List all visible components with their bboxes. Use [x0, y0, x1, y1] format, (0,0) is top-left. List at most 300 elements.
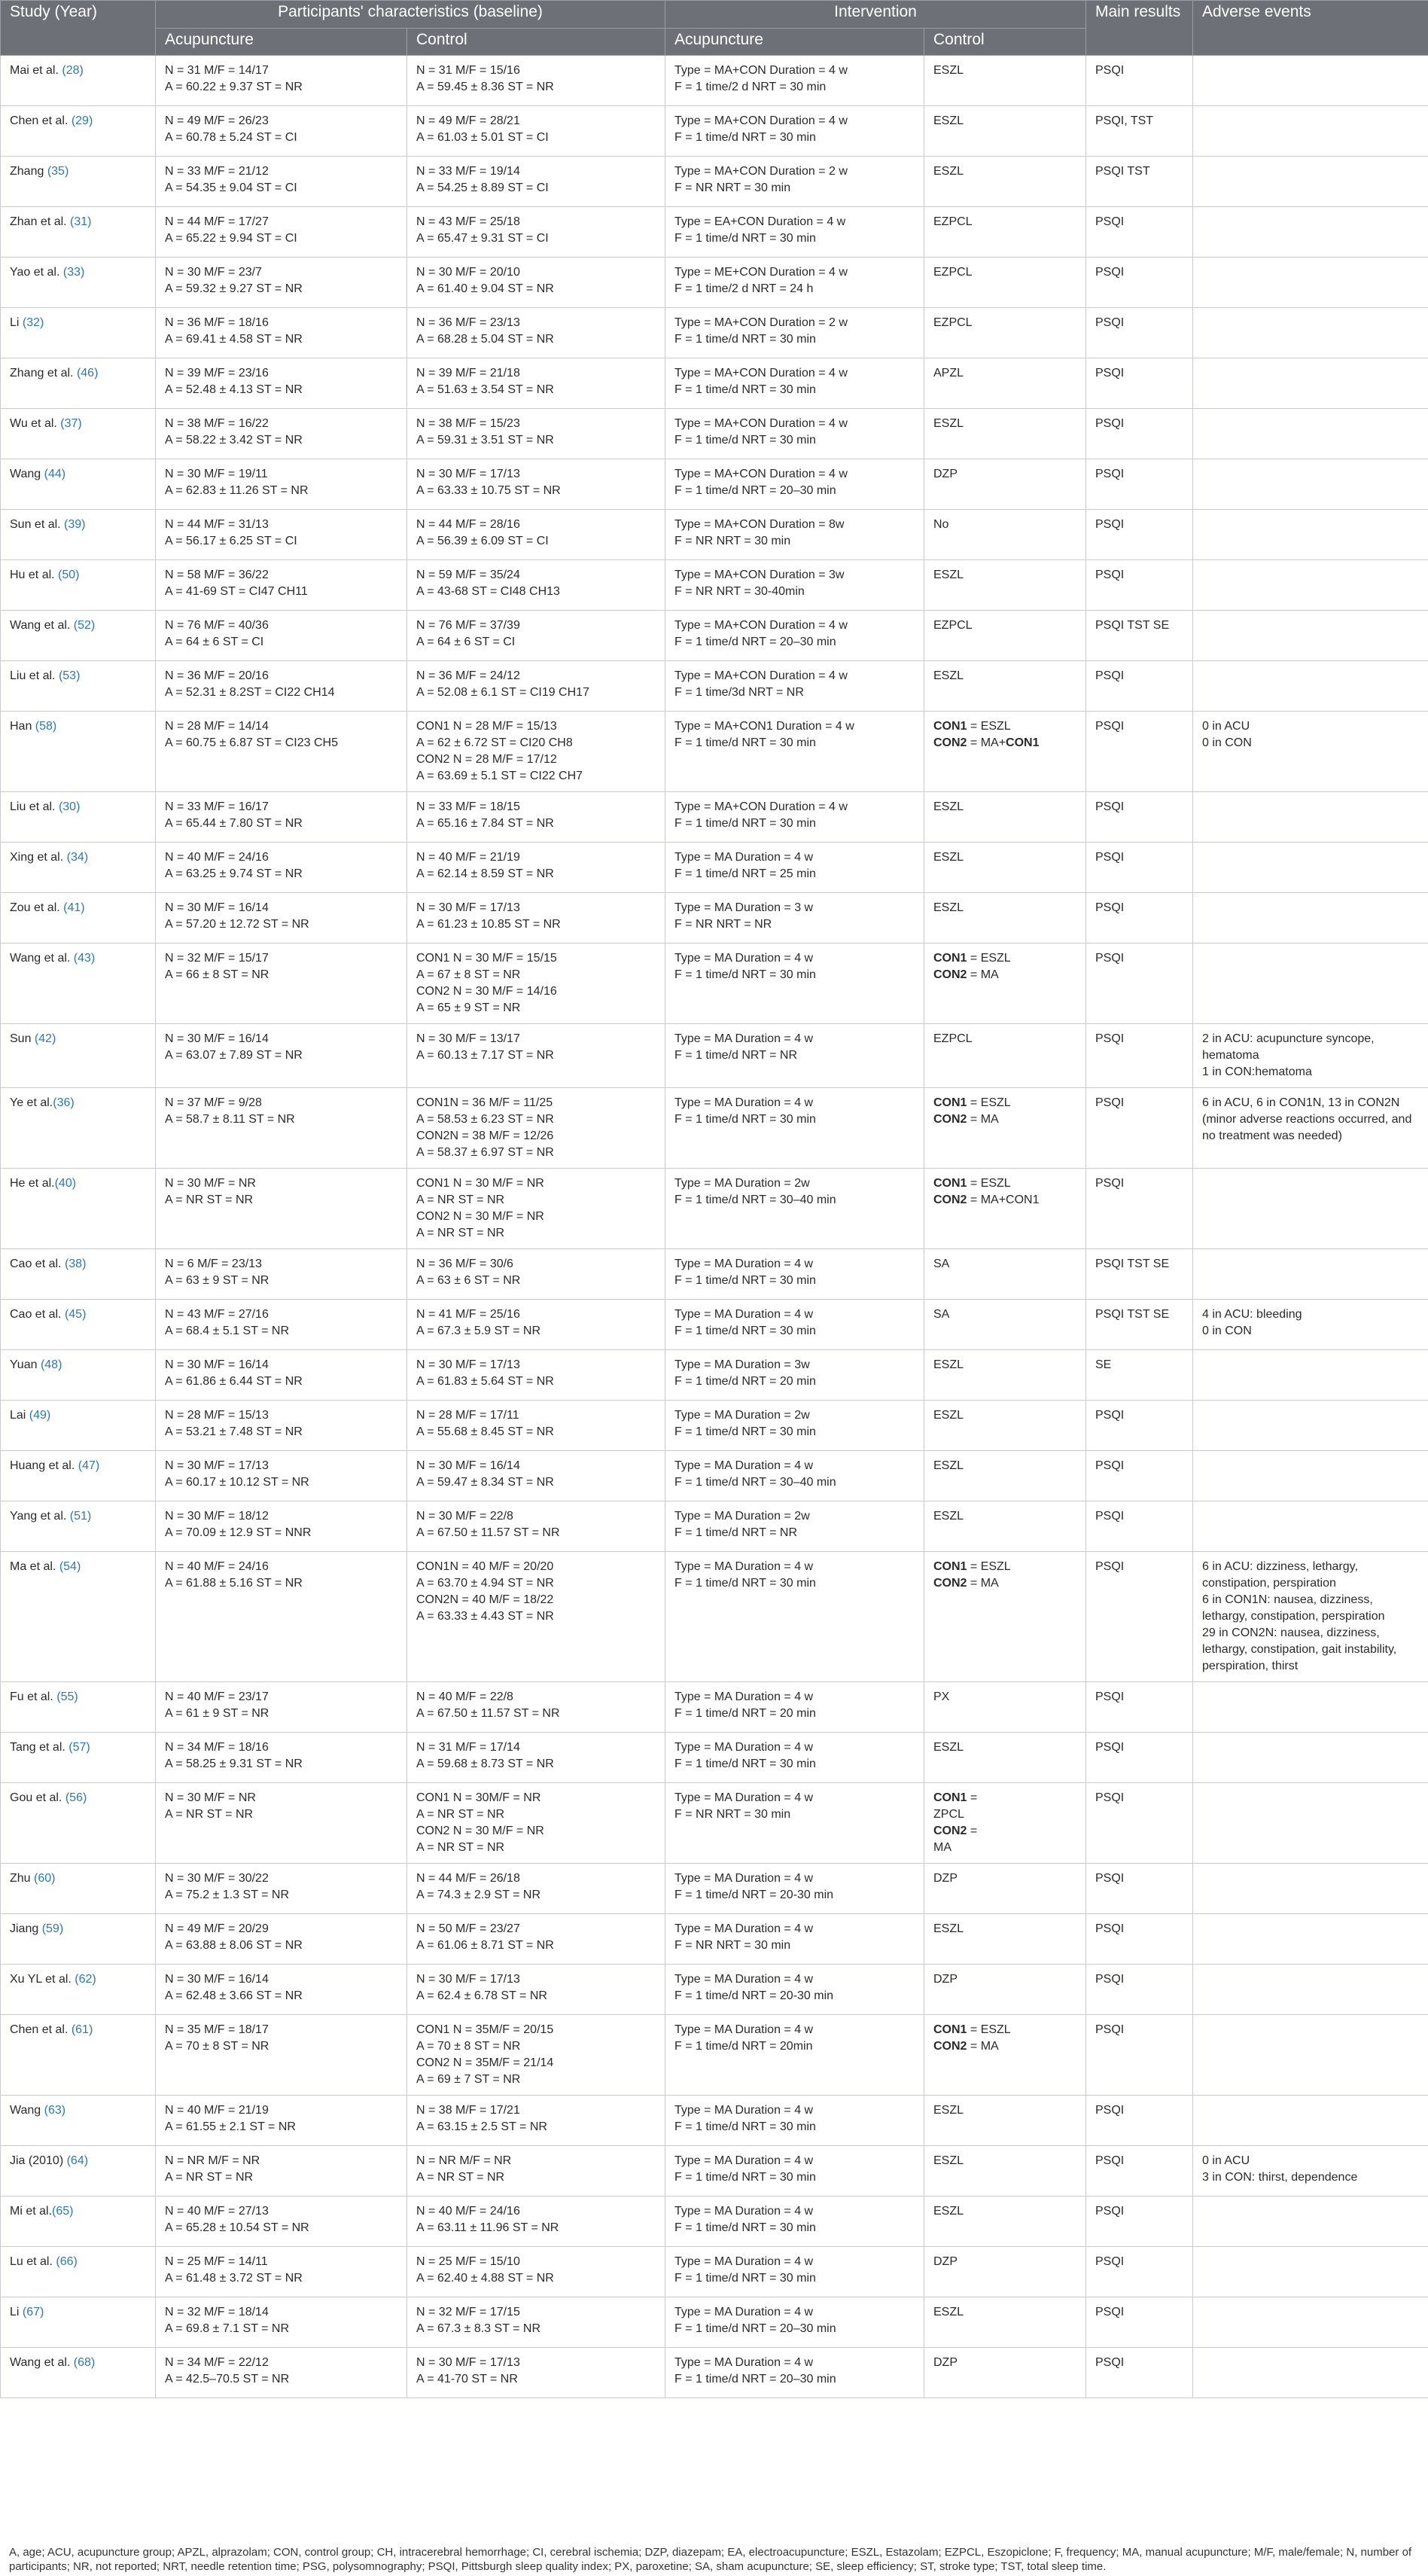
cell-study [1, 1965, 156, 2015]
table-header [1, 1, 1428, 56]
cell-study [1, 409, 156, 459]
study-reference-link[interactable]: (68) [73, 2356, 96, 2369]
intervention-control-line: CON1 = ESZL [933, 2023, 1011, 2036]
cell-main-results: PSQI [1086, 1864, 1193, 1914]
cell-intervention-acupuncture: Type = MA+CON Duration = 2 w F = NR NRT = 30 min [665, 157, 924, 207]
cell-intervention-control [924, 106, 1086, 157]
table-row [1, 56, 1428, 106]
cell-participants-acupuncture: N = 40 M/F = 21/19 A = 61.55 ± 2.1 ST = NR [156, 2096, 407, 2146]
study-name: Li [10, 316, 23, 329]
cell-study [1, 258, 156, 308]
header-study: Study (Year) [1, 1, 156, 56]
intervention-control-line: APZL [933, 367, 964, 380]
study-reference-link[interactable]: (59) [41, 1922, 64, 1935]
cell-participants-control: CON1N = 40 M/F = 20/20 A = 63.70 ± 4.94 ST = NR CON2N = 40 M/F = 18/22 A = 63.33 ± 4.43 ST = NR [407, 1552, 665, 1682]
cell-study [1, 1733, 156, 1783]
cell-intervention-acupuncture: Type = MA Duration = 4 w F = 1 time/d NRT = 30 min [665, 1300, 924, 1350]
cell-intervention-acupuncture: Type = MA Duration = 2w F = 1 time/d NRT = 30 min [665, 1401, 924, 1451]
cell-intervention-acupuncture: Type = MA+CON Duration = 4 w F = 1 time/d NRT = 30 min [665, 106, 924, 157]
cell-participants-control: N = 39 M/F = 21/18 A = 51.63 ± 3.54 ST = NR [407, 358, 665, 409]
cell-study [1, 157, 156, 207]
cell-intervention-control [924, 459, 1086, 510]
header-intervention: Intervention [665, 1, 1086, 29]
study-reference-link[interactable]: (66) [56, 2255, 78, 2268]
study-name: Chen et al. [10, 2023, 72, 2036]
cell-participants-control: N = 44 M/F = 26/18 A = 74.3 ± 2.9 ST = NR [407, 1864, 665, 1914]
cell-participants-acupuncture: N = 49 M/F = 20/29 A = 63.88 ± 8.06 ST = NR [156, 1914, 407, 1965]
cell-main-results: PSQI [1086, 1733, 1193, 1783]
study-name: Liu et al. [10, 800, 59, 813]
cell-main-results: PSQI [1086, 510, 1193, 560]
cell-adverse-events [1193, 1914, 1428, 1965]
cell-intervention-acupuncture: Type = MA Duration = 4 w F = 1 time/d NRT = 20min [665, 2015, 924, 2096]
study-reference-link[interactable]: (36) [53, 1096, 75, 1109]
study-reference-link[interactable]: (42) [34, 1032, 56, 1045]
intervention-control-line: DZP [933, 1872, 958, 1885]
cell-intervention-control [924, 510, 1086, 560]
cell-participants-control: N = 36 M/F = 23/13 A = 68.28 ± 5.04 ST = NR [407, 308, 665, 358]
cell-participants-acupuncture: N = 30 M/F = 16/14 A = 63.07 ± 7.89 ST = NR [156, 1024, 407, 1088]
cell-adverse-events [1193, 1682, 1428, 1733]
study-reference-link[interactable]: (33) [62, 266, 85, 279]
table-row [1, 2096, 1428, 2146]
cell-study [1, 1249, 156, 1300]
table-row [1, 308, 1428, 358]
cell-study [1, 2348, 156, 2398]
cell-intervention-acupuncture: Type = MA Duration = 4 w F = 1 time/d NRT = 20–30 min [665, 2348, 924, 2398]
cell-intervention-control [924, 661, 1086, 712]
cell-intervention-control [924, 560, 1086, 611]
cell-adverse-events [1193, 1965, 1428, 2015]
cell-main-results: PSQI [1086, 2297, 1193, 2348]
cell-adverse-events [1193, 56, 1428, 106]
table-body [1, 56, 1428, 2398]
cell-participants-control: CON1 N = 28 M/F = 15/13 A = 62 ± 6.72 ST = CI20 CH8 CON2 N = 28 M/F = 17/12 A = 63.69 ± 5.1 ST = CI22 CH7 [407, 712, 665, 792]
cell-participants-control: N = 30 M/F = 13/17 A = 60.13 ± 7.17 ST = NR [407, 1024, 665, 1088]
study-name: Li [10, 2306, 23, 2318]
table-row [1, 1024, 1428, 1088]
study-name: Chen et al. [10, 114, 72, 127]
cell-participants-acupuncture: N = 35 M/F = 18/17 A = 70 ± 8 ST = NR [156, 2015, 407, 2096]
cell-adverse-events [1193, 2297, 1428, 2348]
cell-participants-control: N = 30 M/F = 22/8 A = 67.50 ± 11.57 ST = NR [407, 1501, 665, 1552]
cell-intervention-control [924, 1300, 1086, 1350]
cell-participants-control: N = 28 M/F = 17/11 A = 55.68 ± 8.45 ST = NR [407, 1401, 665, 1451]
intervention-control-line: EZPCL [933, 215, 973, 228]
cell-study [1, 1088, 156, 1169]
study-reference-link[interactable]: (34) [66, 851, 89, 864]
cell-participants-acupuncture: N = 49 M/F = 26/23 A = 60.78 ± 5.24 ST = CI [156, 106, 407, 157]
cell-intervention-acupuncture: Type = MA Duration = 4 w F = 1 time/d NRT = 30 min [665, 1088, 924, 1169]
cell-participants-acupuncture: N = 38 M/F = 16/22 A = 58.22 ± 3.42 ST = NR [156, 409, 407, 459]
cell-intervention-acupuncture: Type = MA Duration = 4 w F = 1 time/d NRT = 30 min [665, 1249, 924, 1300]
intervention-control-line: ESZL [933, 901, 964, 914]
cell-participants-control: N = 36 M/F = 24/12 A = 52.08 ± 6.1 ST = CI19 CH17 [407, 661, 665, 712]
cell-main-results: PSQI [1086, 358, 1193, 409]
cell-intervention-control [924, 1401, 1086, 1451]
cell-study [1, 1783, 156, 1864]
cell-participants-control: N = 33 M/F = 19/14 A = 54.25 ± 8.89 ST = CI [407, 157, 665, 207]
study-reference-link[interactable]: (38) [64, 1258, 87, 1270]
intervention-control-line: ESZL [933, 2104, 964, 2117]
cell-main-results: PSQI [1086, 1682, 1193, 1733]
cell-participants-acupuncture: N = 40 M/F = 24/16 A = 61.88 ± 5.16 ST = NR [156, 1552, 407, 1682]
cell-adverse-events [1193, 1451, 1428, 1501]
cell-study [1, 459, 156, 510]
cell-adverse-events [1193, 1401, 1428, 1451]
intervention-control-line: MA [933, 1841, 951, 1854]
cell-intervention-control [924, 1682, 1086, 1733]
study-name: Zhu [10, 1872, 35, 1885]
cell-intervention-acupuncture: Type = MA Duration = 4 w F = 1 time/d NRT = 20–30 min [665, 2297, 924, 2348]
intervention-control-line: CON1 = ESZL [933, 1096, 1011, 1109]
cell-study [1, 1552, 156, 1682]
header-adverse-events: Adverse events [1193, 1, 1428, 56]
cell-main-results: PSQI [1086, 944, 1193, 1024]
cell-participants-control: N = 30 M/F = 16/14 A = 59.47 ± 8.34 ST = NR [407, 1451, 665, 1501]
cell-study [1, 2015, 156, 2096]
cell-participants-acupuncture: N = 33 M/F = 21/12 A = 54.35 ± 9.04 ST = CI [156, 157, 407, 207]
cell-participants-control: N = 44 M/F = 28/16 A = 56.39 ± 6.09 ST = CI [407, 510, 665, 560]
cell-main-results: PSQI [1086, 1024, 1193, 1088]
intervention-control-line: CON1 = ESZL [933, 1560, 1011, 1573]
cell-main-results: PSQI [1086, 1501, 1193, 1552]
cell-study [1, 207, 156, 258]
cell-participants-control: N = 31 M/F = 15/16 A = 59.45 ± 8.36 ST = NR [407, 56, 665, 106]
header-main-results: Main results [1086, 1, 1193, 56]
cell-study [1, 2297, 156, 2348]
cell-participants-acupuncture: N = 34 M/F = 18/16 A = 58.25 ± 9.31 ST = NR [156, 1733, 407, 1783]
cell-participants-acupuncture: N = 30 M/F = 16/14 A = 62.48 ± 3.66 ST = NR [156, 1965, 407, 2015]
cell-adverse-events [1193, 1864, 1428, 1914]
cell-participants-control: N = 40 M/F = 21/19 A = 62.14 ± 8.59 ST = NR [407, 843, 665, 893]
study-reference-link[interactable]: (50) [58, 569, 80, 581]
intervention-control-line: CON1 = ESZL [933, 1177, 1011, 1190]
table-row [1, 1300, 1428, 1350]
table-row [1, 510, 1428, 560]
study-reference-link[interactable]: (48) [40, 1358, 62, 1371]
study-reference-link[interactable]: (58) [35, 720, 57, 733]
cell-adverse-events [1193, 409, 1428, 459]
study-name: Huang et al. [10, 1459, 78, 1472]
study-reference-link[interactable]: (52) [73, 619, 96, 632]
cell-main-results: PSQI [1086, 2146, 1193, 2196]
cell-intervention-acupuncture: Type = MA Duration = 4 w F = 1 time/d NRT = 30 min [665, 2247, 924, 2297]
cell-participants-acupuncture: N = 32 M/F = 18/14 A = 69.8 ± 7.1 ST = NR [156, 2297, 407, 2348]
cell-intervention-control [924, 1088, 1086, 1169]
table-row [1, 1864, 1428, 1914]
cell-intervention-control [924, 1249, 1086, 1300]
intervention-control-line: ESZL [933, 1409, 964, 1422]
cell-participants-acupuncture: N = 40 M/F = 24/16 A = 63.25 ± 9.74 ST = NR [156, 843, 407, 893]
study-reference-link[interactable]: (51) [69, 1510, 92, 1523]
study-reference-link[interactable]: (37) [60, 417, 82, 430]
cell-main-results: PSQI [1086, 1451, 1193, 1501]
cell-study [1, 1682, 156, 1733]
study-reference-link[interactable]: (60) [34, 1872, 56, 1885]
cell-intervention-acupuncture: Type = MA Duration = 4 w F = 1 time/d NRT = 30 min [665, 2096, 924, 2146]
table-row [1, 409, 1428, 459]
study-name: Wu et al. [10, 417, 61, 430]
cell-participants-acupuncture: N = 30 M/F = NR A = NR ST = NR [156, 1783, 407, 1864]
study-reference-link[interactable]: (56) [65, 1791, 87, 1804]
cell-participants-control: N = 30 M/F = 17/13 A = 41-70 ST = NR [407, 2348, 665, 2398]
cell-adverse-events [1193, 843, 1428, 893]
cell-participants-control: CON1 N = 30M/F = NR A = NR ST = NR CON2 N = 30 M/F = NR A = NR ST = NR [407, 1783, 665, 1864]
cell-intervention-acupuncture: Type = MA Duration = 4 w F = 1 time/d NRT = 30 min [665, 944, 924, 1024]
cell-participants-acupuncture: N = 6 M/F = 23/13 A = 63 ± 9 ST = NR [156, 1249, 407, 1300]
intervention-control-line: DZP [933, 468, 958, 480]
cell-intervention-control [924, 157, 1086, 207]
study-reference-link[interactable]: (31) [70, 215, 92, 228]
cell-intervention-control [924, 2096, 1086, 2146]
intervention-control-line: ESZL [933, 417, 964, 430]
header-intervention-control: Control [924, 29, 1086, 56]
study-reference-link[interactable]: (28) [62, 64, 84, 77]
cell-study [1, 1864, 156, 1914]
cell-main-results: PSQI [1086, 1401, 1193, 1451]
cell-participants-acupuncture: N = 76 M/F = 40/36 A = 64 ± 6 ST = CI [156, 611, 407, 661]
intervention-control-line: ESZL [933, 851, 964, 864]
table-row [1, 2297, 1428, 2348]
cell-main-results: PSQI [1086, 2015, 1193, 2096]
cell-participants-control: N = 30 M/F = 17/13 A = 63.33 ± 10.75 ST = NR [407, 459, 665, 510]
cell-intervention-acupuncture: Type = MA Duration = 4 w F = 1 time/d NRT = 30 min [665, 2146, 924, 2196]
table-row [1, 611, 1428, 661]
table-row [1, 2146, 1428, 2196]
table-row [1, 1401, 1428, 1451]
study-reference-link[interactable]: (57) [69, 1741, 90, 1754]
cell-intervention-acupuncture: Type = MA Duration = 4 w F = NR NRT = 30 min [665, 1914, 924, 1965]
cell-study [1, 1401, 156, 1451]
cell-adverse-events [1193, 510, 1428, 560]
study-name: Yao et al. [10, 266, 63, 279]
study-reference-link[interactable]: (63) [44, 2104, 66, 2117]
cell-participants-control: N = 30 M/F = 17/13 A = 61.83 ± 5.64 ST = NR [407, 1350, 665, 1401]
table-row [1, 157, 1428, 207]
intervention-control-line: ESZL [933, 2205, 964, 2218]
cell-participants-acupuncture: N = 36 M/F = 18/16 A = 69.41 ± 4.58 ST = NR [156, 308, 407, 358]
cell-intervention-control [924, 792, 1086, 843]
cell-participants-control: CON1 N = 35M/F = 20/15 A = 70 ± 8 ST = NR CON2 N = 35M/F = 21/14 A = 69 ± 7 ST = NR [407, 2015, 665, 2096]
study-reference-link[interactable]: (35) [47, 165, 69, 178]
study-name: Xu YL et al. [10, 1973, 75, 1986]
cell-intervention-acupuncture: Type = MA+CON1 Duration = 4 w F = 1 time/d NRT = 30 min [665, 712, 924, 792]
study-reference-link[interactable]: (44) [44, 468, 66, 480]
intervention-control-line: ESZL [933, 669, 964, 682]
cell-adverse-events [1193, 358, 1428, 409]
cell-intervention-acupuncture: Type = MA+CON Duration = 8w F = NR NRT = 30 min [665, 510, 924, 560]
intervention-control-line: CON1 = [933, 1791, 978, 1804]
study-name: Gou et al. [10, 1791, 65, 1804]
cell-adverse-events [1193, 661, 1428, 712]
cell-intervention-acupuncture: Type = MA Duration = 3w F = 1 time/d NRT = 20 min [665, 1350, 924, 1401]
study-reference-link[interactable]: (40) [54, 1177, 77, 1190]
cell-main-results: PSQI TST SE [1086, 611, 1193, 661]
cell-intervention-acupuncture: Type = MA Duration = 4 w F = 1 time/d NRT = 25 min [665, 843, 924, 893]
cell-participants-acupuncture: N = 30 M/F = 19/11 A = 62.83 ± 11.26 ST = NR [156, 459, 407, 510]
study-reference-link[interactable]: (65) [52, 2205, 74, 2218]
cell-adverse-events [1193, 106, 1428, 157]
study-reference-link[interactable]: (62) [75, 1973, 96, 1986]
cell-main-results: PSQI [1086, 792, 1193, 843]
cell-participants-acupuncture: N = 44 M/F = 17/27 A = 65.22 ± 9.94 ST = CI [156, 207, 407, 258]
table-row [1, 2348, 1428, 2398]
cell-study [1, 1169, 156, 1249]
cell-participants-control: N = 40 M/F = 22/8 A = 67.50 ± 11.57 ST = NR [407, 1682, 665, 1733]
cell-adverse-events: 4 in ACU: bleeding 0 in CON [1193, 1300, 1428, 1350]
study-reference-link[interactable]: (54) [59, 1560, 81, 1573]
cell-intervention-control [924, 1965, 1086, 2015]
study-reference-link[interactable]: (64) [66, 2154, 89, 2167]
cell-adverse-events: 6 in ACU: dizziness, lethargy, constipation, perspiration 6 in CON1N: nausea, dizziness, lethargy, constipation, perspiration 29 in CON2N: nausea, dizziness, lethargy, constipation, gait instability, perspiration, thirst [1193, 1552, 1428, 1682]
study-name: Cao et al. [10, 1258, 65, 1270]
cell-main-results: PSQI [1086, 1088, 1193, 1169]
study-name: Fu et al. [10, 1690, 57, 1703]
cell-participants-control: N = 43 M/F = 25/18 A = 65.47 ± 9.31 ST = CI [407, 207, 665, 258]
cell-main-results: PSQI [1086, 1783, 1193, 1864]
study-reference-link[interactable]: (39) [64, 518, 86, 531]
cell-study [1, 56, 156, 106]
cell-adverse-events [1193, 1733, 1428, 1783]
intervention-control-line: DZP [933, 2356, 958, 2369]
cell-intervention-acupuncture: Type = MA Duration = 4 w F = 1 time/d NRT = NR [665, 1024, 924, 1088]
cell-adverse-events [1193, 2247, 1428, 2297]
study-reference-link[interactable]: (46) [76, 367, 99, 380]
cell-participants-control: N = 33 M/F = 18/15 A = 65.16 ± 7.84 ST = NR [407, 792, 665, 843]
study-name: Mi et al. [10, 2205, 53, 2218]
study-reference-link[interactable]: (55) [56, 1690, 78, 1703]
cell-study [1, 792, 156, 843]
cell-study [1, 2247, 156, 2297]
cell-main-results: PSQI, TST [1086, 106, 1193, 157]
study-reference-link[interactable]: (47) [78, 1459, 100, 1472]
cell-main-results: PSQI [1086, 1169, 1193, 1249]
study-reference-link[interactable]: (61) [71, 2023, 93, 2036]
cell-intervention-acupuncture: Type = MA Duration = 4 w F = NR NRT = 30 min [665, 1783, 924, 1864]
study-reference-link[interactable]: (43) [73, 952, 96, 965]
cell-participants-control: CON1N = 36 M/F = 11/25 A = 58.53 ± 6.23 ST = NR CON2N = 38 M/F = 12/26 A = 58.37 ± 6.97 ST = NR [407, 1088, 665, 1169]
cell-intervention-control [924, 1552, 1086, 1682]
study-name: Hu et al. [10, 569, 59, 581]
cell-participants-control: CON1 N = 30 M/F = 15/15 A = 67 ± 8 ST = NR CON2 N = 30 M/F = 14/16 A = 65 ± 9 ST = NR [407, 944, 665, 1024]
intervention-control-line: CON2 = [933, 1825, 978, 1837]
cell-participants-acupuncture: N = 30 M/F = 16/14 A = 61.86 ± 6.44 ST = NR [156, 1350, 407, 1401]
cell-intervention-control [924, 2297, 1086, 2348]
intervention-control-line: CON2 = MA [933, 1577, 999, 1590]
cell-participants-acupuncture: N = 30 M/F = NR A = NR ST = NR [156, 1169, 407, 1249]
study-reference-link[interactable]: (32) [22, 316, 44, 329]
cell-main-results: PSQI [1086, 1965, 1193, 2015]
cell-main-results: PSQI [1086, 712, 1193, 792]
table-row [1, 843, 1428, 893]
study-name: Wang [10, 2104, 44, 2117]
cell-study [1, 1024, 156, 1088]
study-name: Wang [10, 468, 44, 480]
table-row [1, 459, 1428, 510]
cell-main-results: PSQI [1086, 560, 1193, 611]
header-participants-acupuncture: Acupuncture [156, 29, 407, 56]
cell-participants-acupuncture: N = 31 M/F = 14/17 A = 60.22 ± 9.37 ST = NR [156, 56, 407, 106]
cell-main-results: PSQI [1086, 308, 1193, 358]
study-name: Mai et al. [10, 64, 62, 77]
cell-study [1, 560, 156, 611]
cell-participants-acupuncture: N = 30 M/F = 16/14 A = 57.20 ± 12.72 ST = NR [156, 893, 407, 944]
cell-intervention-control [924, 843, 1086, 893]
cell-intervention-control [924, 712, 1086, 792]
cell-intervention-control [924, 1733, 1086, 1783]
cell-main-results: PSQI [1086, 843, 1193, 893]
table-row [1, 1914, 1428, 1965]
cell-intervention-control [924, 2146, 1086, 2196]
cell-main-results: PSQI [1086, 2096, 1193, 2146]
study-reference-link[interactable]: (49) [29, 1409, 51, 1422]
cell-study [1, 843, 156, 893]
cell-intervention-control [924, 1024, 1086, 1088]
intervention-control-line: ESZL [933, 1459, 964, 1472]
cell-adverse-events [1193, 2015, 1428, 2096]
study-reference-link[interactable]: (30) [58, 800, 81, 813]
intervention-control-line: No [933, 518, 949, 531]
cell-study [1, 1914, 156, 1965]
cell-intervention-acupuncture: Type = MA+CON Duration = 4 w F = 1 time/d NRT = 20–30 min [665, 611, 924, 661]
cell-participants-acupuncture: N = 28 M/F = 14/14 A = 60.75 ± 6.87 ST = CI23 CH5 [156, 712, 407, 792]
cell-participants-acupuncture: N = 30 M/F = 23/7 A = 59.32 ± 9.27 ST = NR [156, 258, 407, 308]
intervention-control-line: PX [933, 1690, 950, 1703]
cell-adverse-events [1193, 611, 1428, 661]
cell-participants-control: N = 36 M/F = 30/6 A = 63 ± 6 ST = NR [407, 1249, 665, 1300]
cell-study [1, 1451, 156, 1501]
study-reference-link[interactable]: (41) [63, 901, 85, 914]
cell-participants-acupuncture: N = 25 M/F = 14/11 A = 61.48 ± 3.72 ST = NR [156, 2247, 407, 2297]
cell-participants-control: N = 31 M/F = 17/14 A = 59.68 ± 8.73 ST = NR [407, 1733, 665, 1783]
study-reference-link[interactable]: (53) [58, 669, 81, 682]
cell-participants-control: N = 41 M/F = 25/16 A = 67.3 ± 5.9 ST = NR [407, 1300, 665, 1350]
cell-intervention-control [924, 611, 1086, 661]
table-row [1, 1501, 1428, 1552]
cell-main-results: PSQI [1086, 56, 1193, 106]
intervention-control-line: CON1 = ESZL [933, 720, 1011, 733]
study-reference-link[interactable]: (29) [71, 114, 93, 127]
cell-participants-control: N = 30 M/F = 20/10 A = 61.40 ± 9.04 ST = NR [407, 258, 665, 308]
cell-intervention-acupuncture: Type = MA Duration = 3 w F = NR NRT = NR [665, 893, 924, 944]
study-name: Ma et al. [10, 1560, 59, 1573]
cell-participants-control: N = 40 M/F = 24/16 A = 63.11 ± 11.96 ST = NR [407, 2196, 665, 2247]
table-row [1, 1169, 1428, 1249]
table-row [1, 1965, 1428, 2015]
cell-study [1, 712, 156, 792]
intervention-control-line: CON2 = MA+CON1 [933, 1193, 1040, 1206]
study-name: Cao et al. [10, 1308, 65, 1321]
study-name: Zhang [10, 165, 47, 178]
cell-intervention-acupuncture: Type = MA+CON Duration = 4 w F = 1 time/d NRT = 30 min [665, 792, 924, 843]
study-reference-link[interactable]: (67) [22, 2306, 44, 2318]
table-row [1, 1451, 1428, 1501]
cell-participants-control: N = 50 M/F = 23/27 A = 61.06 ± 8.71 ST = NR [407, 1914, 665, 1965]
intervention-control-line: SA [933, 1258, 950, 1270]
cell-intervention-control [924, 1169, 1086, 1249]
table-row [1, 944, 1428, 1024]
cell-participants-control: N = 25 M/F = 15/10 A = 62.40 ± 4.88 ST = NR [407, 2247, 665, 2297]
study-reference-link[interactable]: (45) [64, 1308, 87, 1321]
intervention-control-line: ESZL [933, 1741, 964, 1754]
table-row [1, 560, 1428, 611]
study-name: Jiang [10, 1922, 42, 1935]
cell-participants-control: N = 30 M/F = 17/13 A = 61.23 ± 10.85 ST = NR [407, 893, 665, 944]
study-name: Han [10, 720, 35, 733]
intervention-control-line: ESZL [933, 1358, 964, 1371]
cell-participants-control: N = NR M/F = NR A = NR ST = NR [407, 2146, 665, 2196]
